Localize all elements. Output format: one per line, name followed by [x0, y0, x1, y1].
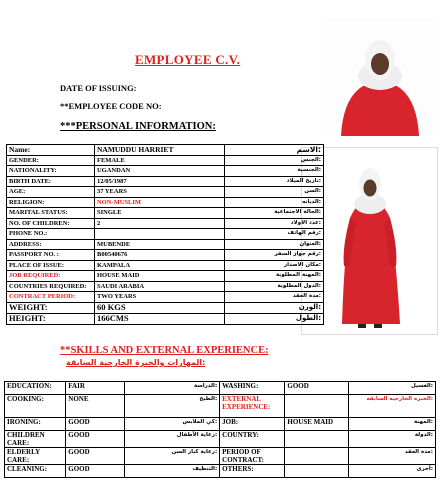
skill-label-arabic: كي الملابس: [124, 418, 219, 431]
personal-info-value: 12/05/1987 [94, 176, 224, 187]
personal-info-table [6, 144, 324, 325]
skill-label: CHILDREN CARE: [5, 431, 66, 448]
personal-info-value: 166CMS [94, 313, 224, 324]
skill-label: COOKING: [5, 395, 66, 418]
personal-info-label: ADDRESS: [7, 239, 95, 250]
skill-label-arabic: الدراسة: [124, 382, 219, 395]
personal-info-row [7, 260, 324, 271]
personal-info-row [7, 208, 324, 219]
employee-code-label: **EMPLOYEE CODE NO: [60, 101, 162, 111]
skill-label: COUNTRY: [220, 431, 285, 448]
personal-info-row [7, 250, 324, 261]
skill-label: PERIOD OF CONTRACT: [220, 448, 285, 465]
skill-label: OTHERS: [220, 465, 285, 478]
personal-info-value: B00540676 [94, 250, 224, 261]
skill-value: NONE [66, 395, 124, 418]
personal-info-value: SAUDI ARABIA [94, 281, 224, 292]
skills-row [5, 382, 436, 395]
personal-info-value: 60 KGS [94, 302, 224, 313]
skill-label-arabic: الدولة: [349, 431, 436, 448]
skills-heading-arabic: المهارات والخبرة الخارجية السابقة: [66, 358, 206, 367]
skills-row [5, 395, 436, 418]
personal-info-row [7, 313, 324, 324]
skill-value [285, 395, 349, 418]
personal-info-label: HEIGHT: [7, 313, 95, 324]
personal-info-label-arabic: المهنة المطلوبة: [225, 271, 324, 282]
personal-info-label-arabic: عدد الاولاد: [225, 218, 324, 229]
personal-info-label-arabic: رقم جواز السفر: [225, 250, 324, 261]
skill-label-arabic: الطبخ: [124, 395, 219, 418]
personal-info-value: NAMUDDU HARRIET [94, 145, 224, 156]
personal-info-row [7, 281, 324, 292]
skill-label-arabic: رعاية الأطفال: [124, 431, 219, 448]
skills-row [5, 431, 436, 448]
personal-info-row [7, 155, 324, 166]
personal-info-label-arabic: السن: [225, 187, 324, 198]
skills-row [5, 465, 436, 478]
personal-info-value: KAMPALA [94, 260, 224, 271]
personal-info-row [7, 229, 324, 240]
personal-info-label: NO. OF CHILDREN: [7, 218, 95, 229]
personal-info-label-arabic: مكان الاصدار: [225, 260, 324, 271]
skill-value: GOOD [66, 448, 124, 465]
personal-info-row [7, 292, 324, 303]
personal-info-label: WEIGHT: [7, 302, 95, 313]
personal-info-label: PLACE OF ISSUE: [7, 260, 95, 271]
personal-info-label-arabic: الوزن: [225, 302, 324, 313]
skill-label: ELDERLY CARE: [5, 448, 66, 465]
skill-value: GOOD [66, 465, 124, 478]
skill-label-arabic: رعاية كبار السن: [124, 448, 219, 465]
personal-info-label-arabic: العنوان: [225, 239, 324, 250]
skill-value: GOOD [285, 382, 349, 395]
personal-info-label-arabic: الدول المطلوبة: [225, 281, 324, 292]
skill-value [285, 448, 349, 465]
skill-label: IRONING: [5, 418, 66, 431]
personal-info-label-arabic: الحالة الاجتماعية: [225, 208, 324, 219]
personal-info-value: 2 [94, 218, 224, 229]
personal-info-row [7, 176, 324, 187]
skill-label-arabic: الخبره الخارجيه السابقه: [349, 395, 436, 418]
skill-value: FAIR [66, 382, 124, 395]
personal-info-value [94, 229, 224, 240]
personal-info-heading [60, 121, 216, 132]
skill-value [285, 431, 349, 448]
personal-info-row [7, 218, 324, 229]
cv-title: EMPLOYEE C.V. [135, 52, 241, 67]
personal-info-label: MARITAL STATUS: [7, 208, 95, 219]
personal-info-value: NON-MUSLIM [94, 197, 224, 208]
personal-info-row [7, 302, 324, 313]
skill-label: EXTERNAL EXPERIENCE: [220, 395, 285, 418]
skill-label-arabic: المهنة: [349, 418, 436, 431]
personal-info-label-arabic: مدة العقد: [225, 292, 324, 303]
personal-info-heading-text: ***PERSONAL INFORMATION: [60, 121, 216, 132]
personal-info-label: RELIGION: [7, 197, 95, 208]
personal-info-row [7, 239, 324, 250]
personal-info-row [7, 166, 324, 177]
personal-info-value: MUBENDE [94, 239, 224, 250]
personal-info-label: GENDER: [7, 155, 95, 166]
skills-table [4, 381, 436, 478]
personal-info-value: FEMALE [94, 155, 224, 166]
skills-row [5, 448, 436, 465]
skill-value: GOOD [66, 431, 124, 448]
skill-label: EDUCATION: [5, 382, 66, 395]
personal-info-label: AGE: [7, 187, 95, 198]
personal-info-row [7, 197, 324, 208]
personal-info-label-arabic: رقم الهاتف: [225, 229, 324, 240]
skill-label-arabic: الغسيل: [349, 382, 436, 395]
personal-info-label-arabic: الاسم: [225, 145, 324, 156]
skills-heading: **SKILLS AND EXTERNAL EXPERIENCE: [60, 345, 269, 356]
personal-info-label: NATIONALITY: [7, 166, 95, 177]
personal-info-label-arabic: الديانه: [225, 197, 324, 208]
personal-info-label-arabic: الطول: [225, 313, 324, 324]
skill-value: GOOD [66, 418, 124, 431]
personal-info-label: PHONE NO.: [7, 229, 95, 240]
skill-value: HOUSE MAID [285, 418, 349, 431]
personal-info-label: COUNTRIES REQUIRED: [7, 281, 95, 292]
personal-info-label: CONTRACT PERIOD: [7, 292, 95, 303]
skill-label-arabic: التنظيف: [124, 465, 219, 478]
skill-value [285, 465, 349, 478]
personal-info-label: Name: [7, 145, 95, 156]
personal-info-label-arabic: تاريخ الميلاد: [225, 176, 324, 187]
personal-info-label: BIRTH DATE: [7, 176, 95, 187]
personal-info-value: SINGLE [94, 208, 224, 219]
personal-info-row [7, 271, 324, 282]
passport-photo [327, 18, 433, 136]
personal-info-row [7, 187, 324, 198]
passport-photo-figure [327, 18, 433, 136]
skill-label: JOB: [220, 418, 285, 431]
personal-info-value: UGANDAN [94, 166, 224, 177]
skill-label-arabic: أخرى: [349, 465, 436, 478]
personal-info-label-arabic: الجنسية: [225, 166, 324, 177]
personal-info-value: HOUSE MAID [94, 271, 224, 282]
personal-info-label: JOB REQUIRED: [7, 271, 95, 282]
skills-row [5, 418, 436, 431]
date-of-issuing-label: DATE OF ISSUING: [60, 83, 137, 93]
personal-info-value: TWO YEARS [94, 292, 224, 303]
personal-info-row [7, 145, 324, 156]
skill-label: CLEANING: [5, 465, 66, 478]
personal-info-value: 37 YEARS [94, 187, 224, 198]
personal-info-label: PASSPORT NO. : [7, 250, 95, 261]
skill-label-arabic: مدة العقد: [349, 448, 436, 465]
personal-info-label-arabic: الجنس: [225, 155, 324, 166]
skill-label: WASHING: [220, 382, 285, 395]
